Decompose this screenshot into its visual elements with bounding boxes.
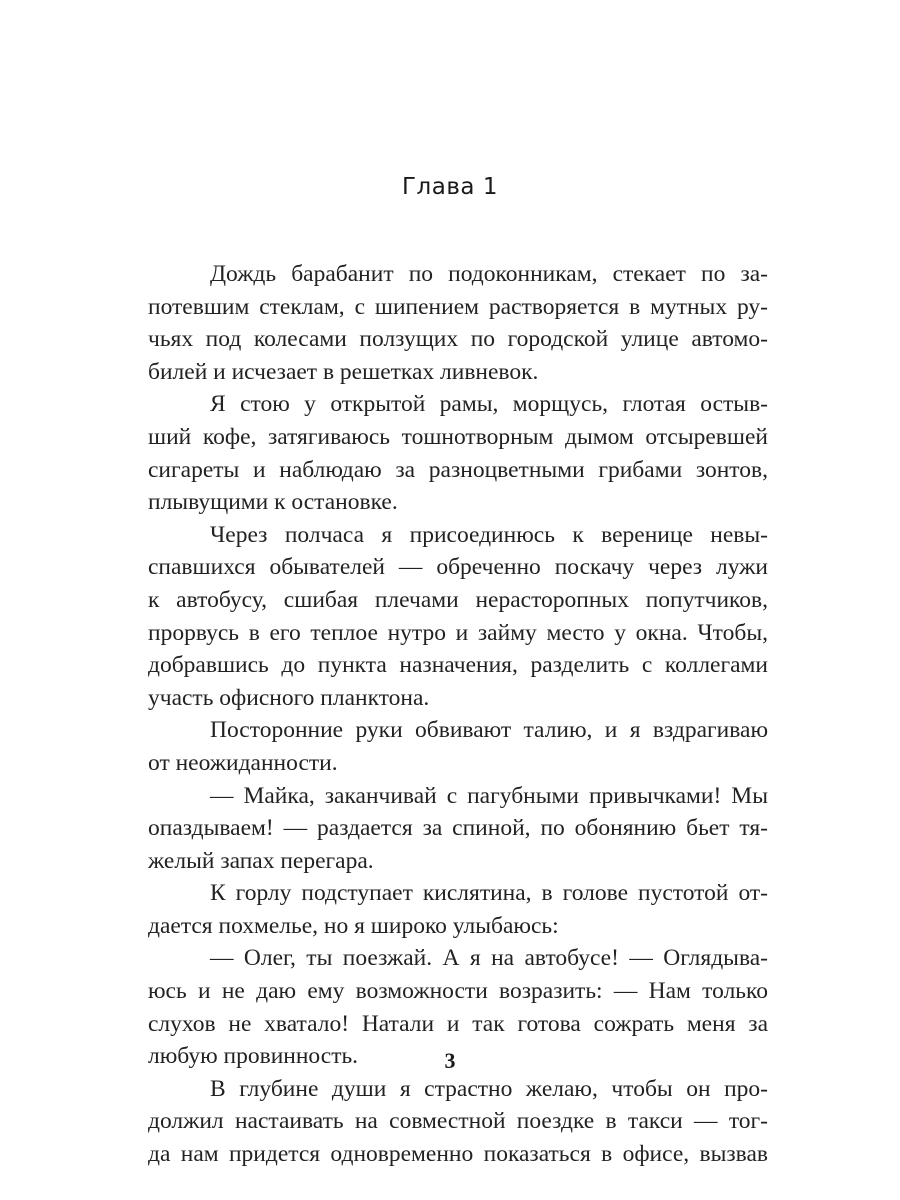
paragraph: [148, 388, 768, 518]
text-line: слухов не хватало! Натали и так готова сожрать меня за: [148, 1010, 768, 1037]
text-line: билей и исчезает в решетках ливневок.: [148, 358, 539, 385]
text-line: опаздываем! — раздается за спиной, по обонянию бьет тя-: [148, 815, 768, 842]
body-text: [148, 258, 768, 1171]
text-line: Посторонние руки обвивают талию, и я вздрагиваю: [210, 717, 768, 744]
paragraph: [148, 780, 768, 878]
text-line: от неожиданности.: [148, 749, 338, 776]
text-line: должил настаивать на совместной поездке в такси — тог-: [148, 1108, 768, 1135]
paragraph: [148, 877, 768, 942]
text-line: к автобусу, сшибая плечами нерасторопных попутчиков,: [148, 586, 768, 613]
text-line: сигареты и наблюдаю за разноцветными грибами зонтов,: [148, 456, 768, 483]
text-line: ший кофе, затягиваюсь тошнотворным дымом отсыревшей: [148, 423, 768, 450]
text-line: спавшихся обывателей — обреченно поскачу через лужи: [148, 554, 768, 581]
text-line: чьях под колесами ползущих по городской улице автомо-: [148, 326, 768, 353]
text-line: прорвусь в его теплое нутро и займу место у окна. Чтобы,: [148, 619, 768, 646]
text-line: потевшим стеклам, с шипением растворяется в мутных ру-: [148, 293, 768, 320]
text-line: участь офисного планктона.: [148, 684, 430, 711]
text-line: Через полчаса я присоединюсь к веренице невы-: [210, 521, 768, 548]
text-line: дается похмелье, но я широко улыбаюсь:: [148, 912, 559, 939]
paragraph: [148, 258, 768, 388]
text-line: В глубине души я страстно желаю, чтобы он про-: [210, 1075, 768, 1102]
text-line: юсь и не даю ему возможности возразить: — Нам только: [148, 978, 768, 1005]
text-line: — Олег, ты поезжай. А я на автобусе! — Оглядыва-: [210, 945, 768, 972]
text-line: Я стою у открытой рамы, морщусь, глотая остыв-: [210, 391, 768, 418]
text-line: да нам придется одновременно показаться в офисе, вызвав: [148, 1141, 768, 1168]
chapter-title: Глава 1: [402, 174, 498, 200]
paragraph: [148, 519, 768, 715]
text-line: К горлу подступает кислятина, в голове пустотой от-: [210, 880, 768, 907]
text-line: Дождь барабанит по подоконникам, стекает по за-: [210, 261, 768, 287]
text-line: любую провинность.: [148, 1043, 359, 1070]
page-number: 3: [444, 1048, 456, 1073]
text-line: плывущими к остановке.: [148, 489, 398, 516]
text-line: добравшись до пункта назначения, разделить с коллегами: [148, 652, 768, 679]
text-line: — Майка, заканчивай с пагубными привычками! Мы: [210, 782, 768, 809]
text-line: желый запах перегара.: [148, 847, 374, 874]
paragraph: [148, 1073, 768, 1171]
paragraph: [148, 714, 768, 779]
